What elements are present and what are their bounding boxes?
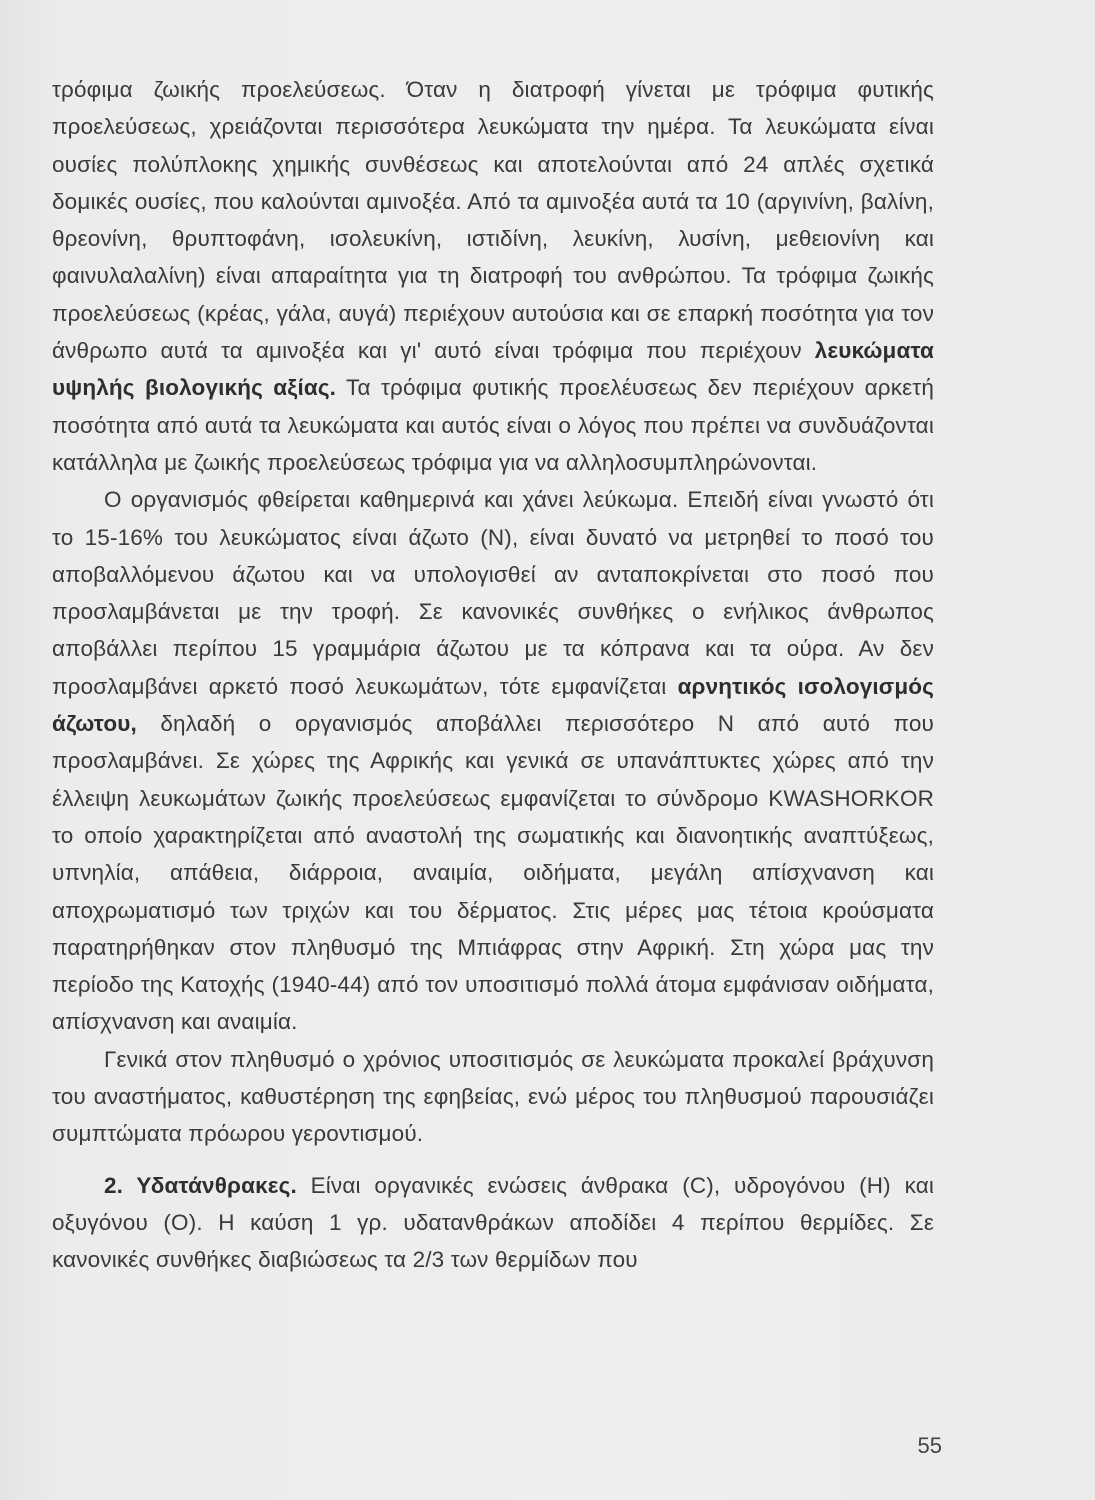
paragraph-carbohydrates — [52, 1167, 934, 1279]
text-run: Γενικά στον πληθυσμό ο χρόνιος υποσιτισμός σε λευκώματα προκαλεί βράχυνση του αναστήματος, καθυστέρηση της εφηβείας, ενώ μέρος του πληθυσμού παρουσιάζει συμπτώματα πρόωρου γεροντισμού. — [52, 1046, 934, 1147]
text-run: Τα τρόφιμα φυτικής προελέυσεως δεν περιέχουν αρκετή ποσότητα από αυτά τα λευκώματα και αυτός είναι ο λόγος που πρέπει να συνδυάζονται κατάλληλα με ζωικής προελεύσεως τρόφιμα για να αλληλοσυμπληρώνονται. — [52, 375, 934, 475]
paragraph-proteins-sources — [52, 71, 934, 481]
emphasis-high-biological-value: λευκώματα υψηλής βιολογικής αξίας. — [52, 338, 934, 401]
page-number: 55 — [917, 1433, 942, 1458]
text-run: Ο οργανισμός φθείρεται καθημερινά και χάνει λεύκωμα. Επειδή είναι γνωστό ότι το 15-16% του λευκώματος είναι άζωτο (Ν), είναι δυνατό να μετρηθεί το ποσό του αποβαλλόμενου άζωτου και να υπολογισθεί αν ανταποκρίνεται στο ποσό που προσλαμβάνεται με την τροφή. Σε κανονικές συνθήκες ο ενήλικος άνθρωπος αποβάλλει περίπου 15 γραμμάρια άζωτου με τα κόπρανα και τα ούρα. Αν δεν προσλαμβάνει αρκετό ποσό λευκωμάτων, τότε εμφανίζεται — [52, 487, 934, 699]
text-run: Είναι οργανικές ενώσεις άνθρακα (C), υδρογόνου (Η) και οξυγόνου (Ο). Η καύση 1 γρ. υδατανθράκων αποδίδει 4 περίπου θερμίδες. Σε κανονικές συνθήκες διαβιώσεως τα 2/3 των θερμίδων που — [52, 1172, 935, 1273]
emphasis-negative-nitrogen-balance: αρνητικός ισολογισμός άζωτου, — [52, 673, 934, 737]
paragraph-nitrogen-balance — [52, 481, 934, 1040]
text-run: τρόφιμα ζωικής προελεύσεως. Όταν η διατροφή γίνεται με τρόφιμα φυτικής προελεύσεως, χρειάζονται περισσότερα λευκώματα την ημέρα. Τα λευκώματα είναι ουσίες πολύπλοκης χημικής συνθέσεως και αποτελούνται από 24 απλές σχετικά δομικές ουσίες, που καλούνται αμινοξέα. Από τα αμινοξέα αυτά τα 10 (αργινίνη, βαλίνη, θρεονίνη, θρυπτοφάνη, ισολευκίνη, ιστιδίνη, λευκίνη, λυσίνη, μεθειονίνη και φαινυλαλαλίνη) είναι απαραίτητα για τη διατροφή του ανθρώπου. Τα τρόφιμα ζωικής προελεύσεως (κρέας, γάλα, αυγά) περιέχουν αυτούσια και σε επαρκή ποσότητα για τον άνθρωπο αυτά τα αμινοξέα και γι' αυτό είναι τρόφιμα που περιέχουν — [52, 77, 934, 364]
paragraph-malnutrition — [52, 1041, 934, 1153]
text-run: δηλαδή ο οργανισμός αποβάλλει περισσότερο Ν από αυτό που προσλαμβάνει. Σε χώρες της Αφρικής και γενικά σε υπανάπτυκτες χώρες από την έλλειψη λευκωμάτων ζωικής προελεύσεως εμφανίζεται το σύνδρομο KWASHORKOR το οποίο χαρακτηρίζεται από αναστολή της σωματικής και διανοητικής αναπτύξεως, υπνηλία, απάθεια, διάρροια, αναιμία, οιδήματα, μεγάλη απίσχνανση και αποχρωματισμό των τριχών και του δέρματος. Στις μέρες μας τέτοια κρούσματα παρατηρήθηκαν στον πληθυσμό της Μπιάφρας στην Αφρική. Στη χώρα μας την περίοδο της Κατοχής (1940-44) από τον υποσιτισμό πολλά άτομα εμφάνισαν οιδήματα, απίσχνανση και αναιμία. — [52, 711, 934, 1035]
section-heading-carbohydrates: 2. Υδατάνθρακες. — [104, 1172, 297, 1198]
body-text — [52, 71, 934, 1279]
